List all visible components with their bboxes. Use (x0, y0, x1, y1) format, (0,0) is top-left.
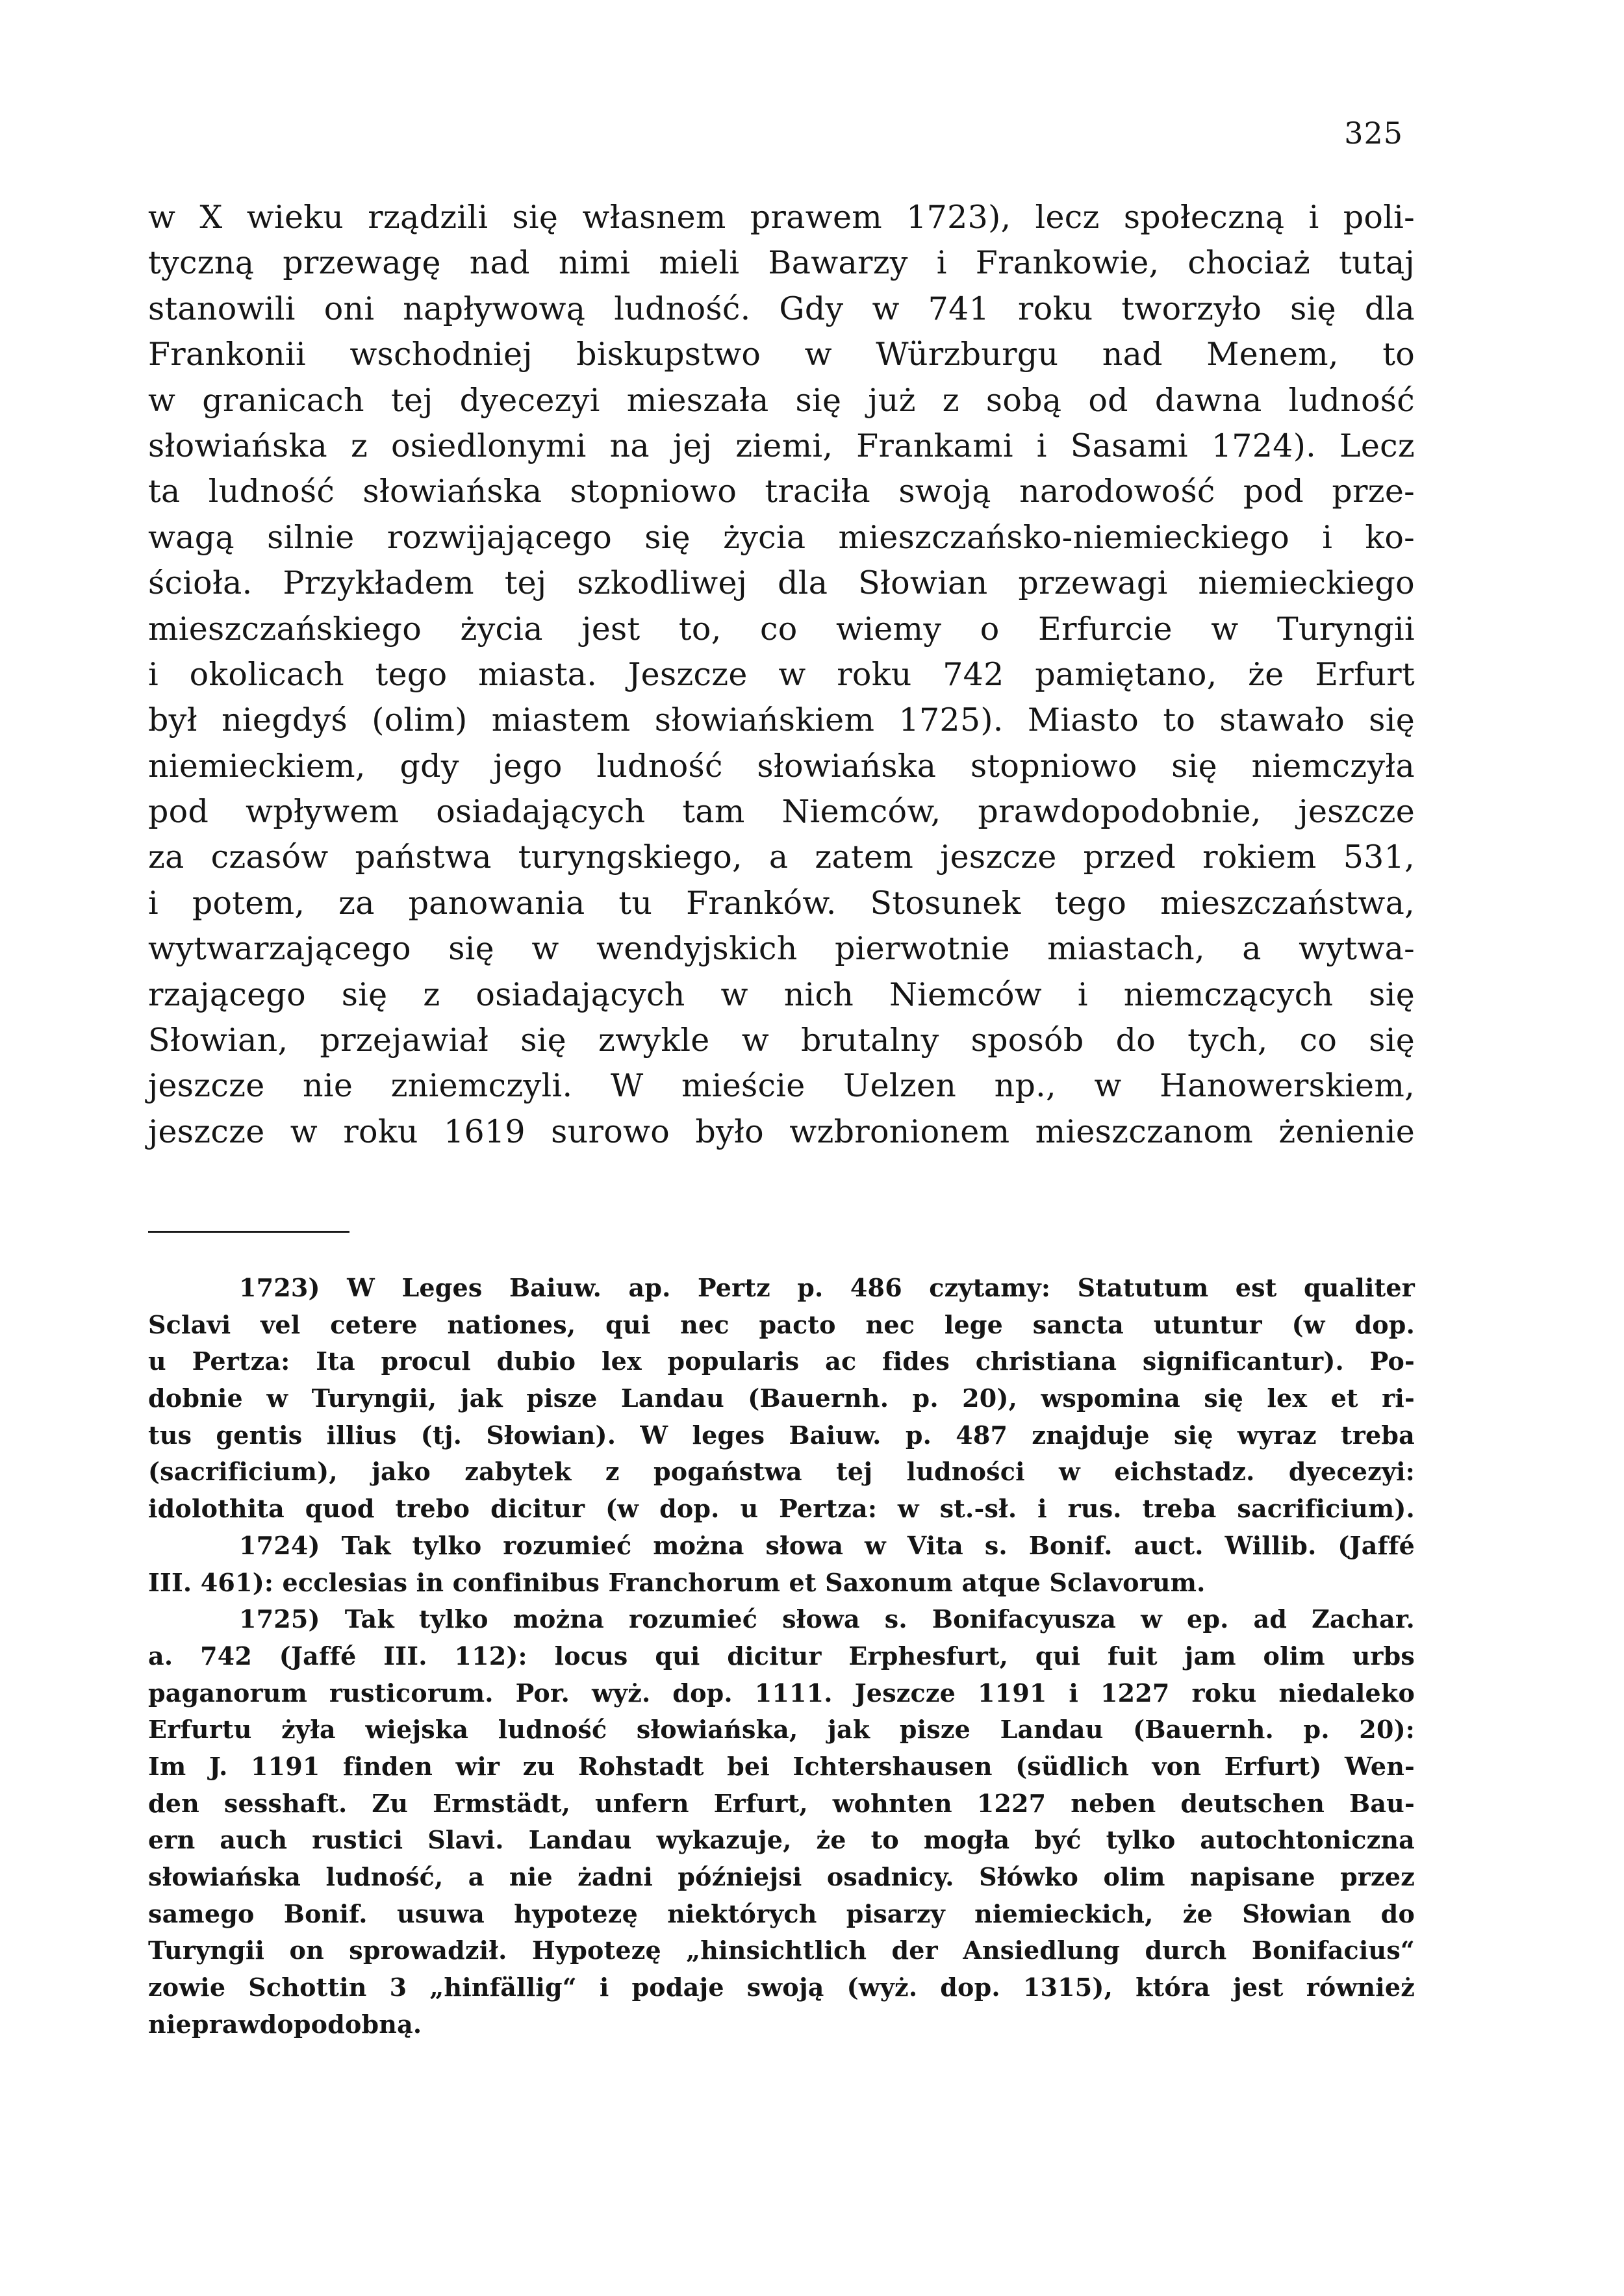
text-line: wagą silnie rozwijającego się życia mieszczańsko-niemieckiego i ko- (148, 518, 1415, 556)
footnote-line: idolothita quod trebo dicitur (w dop. u Pertza: w st.-sł. i rus. treba sacrificium). (148, 1494, 1415, 1524)
text-line: niemieckiem, gdy jego ludność słowiańska stopniowo się niemczyła (148, 747, 1415, 785)
footnote-line: tus gentis illius (tj. Słowian). W leges Baiuw. p. 487 znajduje się wyraz treba (148, 1420, 1415, 1450)
page-number: 325 (1344, 116, 1403, 151)
footnote-separator (148, 1231, 349, 1233)
text-line: stanowili oni napływową ludność. Gdy w 741 roku tworzyło się dla (148, 290, 1415, 327)
footnote-line: a. 742 (Jaffé III. 112): locus qui dicitur Erphesfurt, qui fuit jam olim urbs (148, 1641, 1415, 1671)
text-line: pod wpływem osiadających tam Niemców, prawdopodobnie, jeszcze (148, 793, 1415, 831)
footnote-line: paganorum rusticorum. Por. wyż. dop. 1111. Jeszcze 1191 i 1227 roku niedaleko (148, 1678, 1415, 1708)
text-line: był niegdyś (olim) miastem słowiańskiem 1725). Miasto to stawało się (148, 701, 1415, 739)
footnote-line: den sesshaft. Zu Ermstädt, unfern Erfurt, wohnten 1227 neben deutschen Bau- (148, 1788, 1415, 1818)
text-line: mieszczańskiego życia jest to, co wiemy o Erfurcie w Turyngii (148, 610, 1415, 648)
text-line: Słowian, przejawiał się zwykle w brutalny sposób do tych, co się (148, 1022, 1415, 1059)
footnote-line: dobnie w Turyngii, jak pisze Landau (Bauernh. p. 20), wspomina się lex et ri- (148, 1383, 1415, 1413)
footnote-line: Turyngii on sprowadził. Hypotezę „hinsichtlich der Ansiedlung durch Bonifacius“ (148, 1936, 1415, 1965)
text-line: wytwarzającego się w wendyjskich pierwotnie miastach, a wytwa- (148, 930, 1415, 968)
footnote-line: (sacrificium), jako zabytek z pogaństwa tej ludności w eichstadz. dyecezyi: (148, 1457, 1415, 1487)
text-line: w granicach tej dyecezyi mieszała się już z sobą od dawna ludność (148, 381, 1415, 419)
text-line: Frankonii wschodniej biskupstwo w Würzburgu nad Menem, to (148, 336, 1415, 373)
footnote-line: III. 461): ecclesias in confinibus Franchorum et Saxonum atque Sclavorum. (148, 1567, 1206, 1597)
footnote-line: słowiańska ludność, a nie żadni późniejsi osadnicy. Słówko olim napisane przez (148, 1862, 1415, 1891)
text-line: w X wieku rządzili się własnem prawem 1723), lecz społeczną i poli- (148, 199, 1415, 236)
footnote-line: samego Bonif. usuwa hypotezę niektórych pisarzy niemieckich, że Słowian do (148, 1899, 1415, 1928)
footnote-line: 1725) Tak tylko można rozumieć słowa s. Bonifacyusza w ep. ad Zachar. (239, 1604, 1415, 1634)
footnote-line: Sclavi vel cetere nationes, qui nec pacto nec lege sancta utuntur (w dop. (148, 1309, 1415, 1339)
text-line: rzającego się z osiadających w nich Niemców i niemczących się (148, 976, 1415, 1013)
text-line: i okolicach tego miasta. Jeszcze w roku 742 pamiętano, że Erfurt (148, 655, 1415, 693)
footnote-line: u Pertza: Ita procul dubio lex popularis ac fides christiana significantur). Po- (148, 1346, 1415, 1376)
text-line: tyczną przewagę nad nimi mieli Bawarzy i Frankowie, chociaż tutaj (148, 244, 1415, 282)
footnote-line: ern auch rustici Slavi. Landau wykazuje, że to mogła być tylko autochtoniczna (148, 1825, 1415, 1855)
text-line: jeszcze w roku 1619 surowo było wzbronionem mieszczanom żenienie (148, 1113, 1415, 1150)
footnote-line: zowie Schottin 3 „hinfällig“ i podaje swoją (wyż. dop. 1315), która jest również (148, 1973, 1415, 2002)
text-line: za czasów państwa turyngskiego, a zatem jeszcze przed rokiem 531, (148, 839, 1415, 876)
main-text (148, 195, 1415, 1155)
text-line: i potem, za panowania tu Franków. Stosunek tego mieszczaństwa, (148, 884, 1415, 922)
text-line: słowiańska z osiedlonymi na jej ziemi, Frankami i Sasami 1724). Lecz (148, 427, 1415, 464)
footnote-line: 1724) Tak tylko rozumieć można słowa w Vita s. Bonif. auct. Willib. (Jaffé (239, 1530, 1415, 1560)
footnote-line: 1723) W Leges Baiuw. ap. Pertz p. 486 czytamy: Statutum est qualiter (239, 1273, 1415, 1302)
text-line: ścioła. Przykładem tej szkodliwej dla Słowian przewagi niemieckiego (148, 564, 1415, 602)
footnote-line: nieprawdopodobną. (148, 2009, 422, 2039)
text-line: jeszcze nie zniemczyli. W mieście Uelzen np., w Hanowerskiem, (148, 1067, 1415, 1105)
footnotes (148, 1270, 1415, 2043)
text-line: ta ludność słowiańska stopniowo traciła swoją narodowość pod prze- (148, 473, 1415, 511)
footnote-line: Im J. 1191 finden wir zu Rohstadt bei Ichtershausen (südlich von Erfurt) Wen- (148, 1751, 1415, 1781)
footnote-line: Erfurtu żyła wiejska ludność słowiańska, jak pisze Landau (Bauernh. p. 20): (148, 1715, 1415, 1745)
